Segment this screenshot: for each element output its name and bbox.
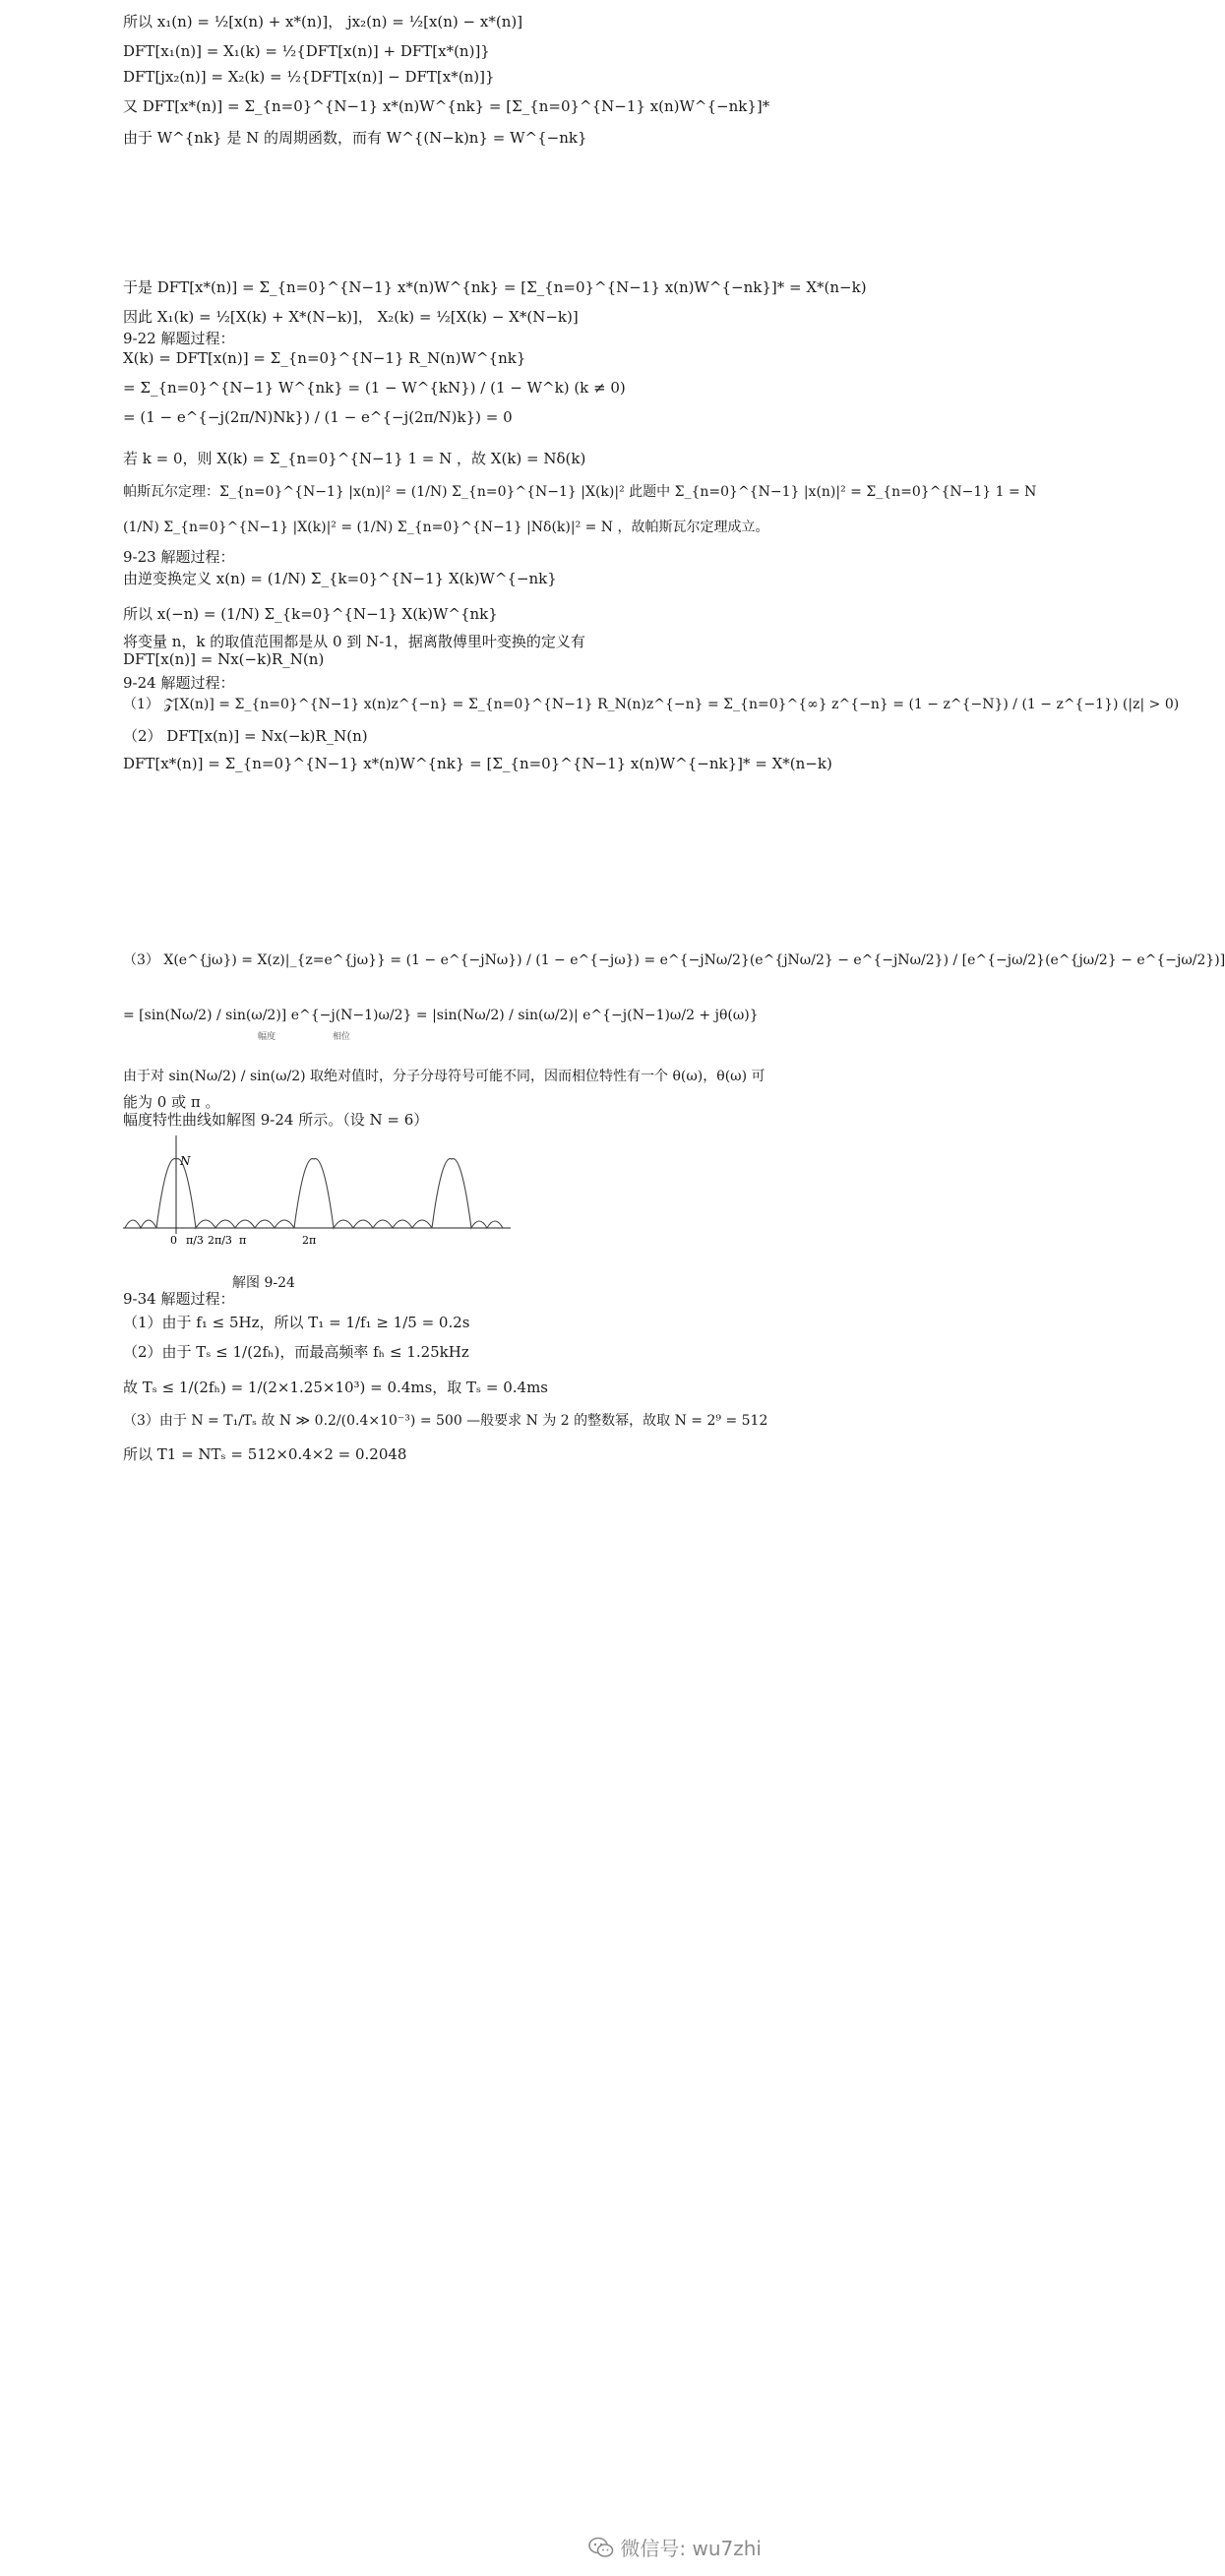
wechat-icon: [588, 2537, 614, 2558]
text-line: 将变量 n，k 的取值范围都是从 0 到 N-1，据离散傅里叶变换的定义有: [123, 633, 585, 650]
equation-line: DFT[x(n)] = Nx(−k)R_N(n): [123, 650, 325, 668]
equation-line: 所以 T1 = NTₛ = 512×0.4×2 = 0.2048: [123, 1445, 407, 1463]
section-heading: 9-22 解题过程：: [123, 330, 235, 347]
equation-line: 所以 x₁(n) = ½[x(n) + x*(n)]， jx₂(n) = ½[x(n) − x*(n)]: [123, 13, 523, 31]
equation-line: （1）由于 f₁ ≤ 5Hz，所以 T₁ = 1/f₁ ≥ 1/5 = 0.2s: [123, 1314, 470, 1331]
tick-pi-3: π/3: [186, 1234, 204, 1247]
equation-line: 故 Tₛ ≤ 1/(2fₕ) = 1/(2×1.25×10³) = 0.4ms，取 Tₛ = 0.4ms: [123, 1379, 548, 1396]
equation-line: (1/N) Σ_{n=0}^{N−1} |X(k)|² = (1/N) Σ_{n=0}^{N−1} |Nδ(k)|² = N ，故帕斯瓦尔定理成立。: [123, 520, 769, 535]
section-heading: 9-34 解题过程：: [123, 1290, 235, 1308]
equation-line: （3） X(e^{jω}) = X(z)|_{z=e^{jω}} = (1 − e^{−jNω}) / (1 − e^{−jω}) = e^{−jNω/2}(e^{jNω/2} − e^{−jNω/2}) / [e^{−jω/2}(e^{jω/2} − e^{−jω/2})]: [123, 952, 1225, 968]
equation-line: （2） DFT[x(n)] = Nx(−k)R_N(n): [123, 727, 368, 745]
section-heading: 9-24 解题过程：: [123, 674, 235, 692]
equation-line: = [sin(Nω/2) / sin(ω/2)] e^{−j(N−1)ω/2} = |sin(Nω/2) / sin(ω/2)| e^{−j(N−1)ω/2 + jθ(ω)}: [123, 1008, 759, 1023]
equation-line: = Σ_{n=0}^{N−1} W^{nk} = (1 − W^{kN}) / (1 − W^k) (k ≠ 0): [123, 379, 626, 397]
section-heading: 9-23 解题过程：: [123, 548, 235, 566]
equation-line: DFT[jx₂(n)] = X₂(k) = ½{DFT[x(n)] − DFT[x*(n)]}: [123, 68, 495, 86]
equation-line: 因此 X₁(k) = ½[X(k) + X*(N−k)]， X₂(k) = ½[X(k) − X*(N−k)]: [123, 308, 579, 326]
equation-line: X(k) = DFT[x(n)] = Σ_{n=0}^{N−1} R_N(n)W^{nk}: [123, 349, 526, 367]
magnitude-curve: [125, 1159, 503, 1228]
equation-line: DFT[x*(n)] = Σ_{n=0}^{N−1} x*(n)W^{nk} = [Σ_{n=0}^{N−1} x(n)W^{−nk}]* = X*(n−k): [123, 755, 832, 772]
watermark-text: 微信号: wu7zhi: [620, 2537, 762, 2560]
phase-label: 相位: [333, 1032, 351, 1042]
axes: [123, 1135, 511, 1234]
equation-line: 所以 x(−n) = (1/N) Σ_{k=0}^{N−1} X(k)W^{nk}: [123, 605, 498, 623]
text-line: 幅度特性曲线如解图 9-24 所示。（设 N = 6）: [123, 1111, 429, 1129]
equation-line: DFT[x₁(n)] = X₁(k) = ½{DFT[x(n)] + DFT[x*(n)]}: [123, 42, 490, 60]
equation-line: 又 DFT[x*(n)] = Σ_{n=0}^{N−1} x*(n)W^{nk} = [Σ_{n=0}^{N−1} x(n)W^{−nk}]*: [123, 97, 770, 115]
equation-line: 于是 DFT[x*(n)] = Σ_{n=0}^{N−1} x*(n)W^{nk} = [Σ_{n=0}^{N−1} x(n)W^{−nk}]* = X*(n−k): [123, 278, 867, 296]
equation-line: 若 k = 0，则 X(k) = Σ_{n=0}^{N−1} 1 = N ，故 X(k) = Nδ(k): [123, 450, 586, 467]
equation-line: （2）由于 Tₛ ≤ 1/(2fₕ)，而最高频率 fₕ ≤ 1.25kHz: [123, 1343, 469, 1361]
text-line: 能为 0 或 π 。: [123, 1093, 220, 1111]
equation-line: （1） 𝒵[X(n)] = Σ_{n=0}^{N−1} x(n)z^{−n} = Σ_{n=0}^{N−1} R_N(n)z^{−n} = Σ_{n=0}^{∞} z^{−n} = (1 − z^{−N}) / (1 − z^{−1}) (|z| > 0): [123, 697, 1180, 712]
origin-label: 0: [170, 1234, 177, 1247]
tick-2pi: 2π: [302, 1234, 317, 1247]
equation-line: 由逆变换定义 x(n) = (1/N) Σ_{k=0}^{N−1} X(k)W^{−nk}: [123, 570, 557, 587]
text-line: 由于 W^{nk} 是 N 的周期函数，而有 W^{(N−k)n} = W^{−nk}: [123, 129, 587, 147]
equation-line: （3）由于 N = T₁/Tₛ 故 N ≫ 0.2/(0.4×10⁻³) = 500 —般要求 N 为 2 的整数幂，故取 N = 2⁹ = 512: [123, 1413, 768, 1429]
figure-caption: 解图 9-24: [232, 1275, 295, 1291]
tick-2pi-3: 2π/3: [208, 1234, 232, 1247]
text-line: 由于对 sin(Nω/2) / sin(ω/2) 取绝对值时，分子分母符号可能不同，因而相位特性有一个 θ(ω)，θ(ω) 可: [123, 1069, 766, 1084]
magnitude-response-figure: [123, 1132, 517, 1269]
peak-label: N: [180, 1154, 191, 1168]
equation-line: 帕斯瓦尔定理：Σ_{n=0}^{N−1} |x(n)|² = (1/N) Σ_{n=0}^{N−1} |X(k)|² 此题中 Σ_{n=0}^{N−1} |x(n)|² = Σ_{n=0}^{N−1} 1 = N: [123, 484, 1037, 500]
tick-pi: π: [239, 1234, 247, 1247]
watermark: [588, 2533, 762, 2561]
equation-line: = (1 − e^{−j(2π/N)Nk}) / (1 − e^{−j(2π/N)k}) = 0: [123, 408, 513, 426]
magnitude-label: 幅度: [258, 1032, 276, 1042]
